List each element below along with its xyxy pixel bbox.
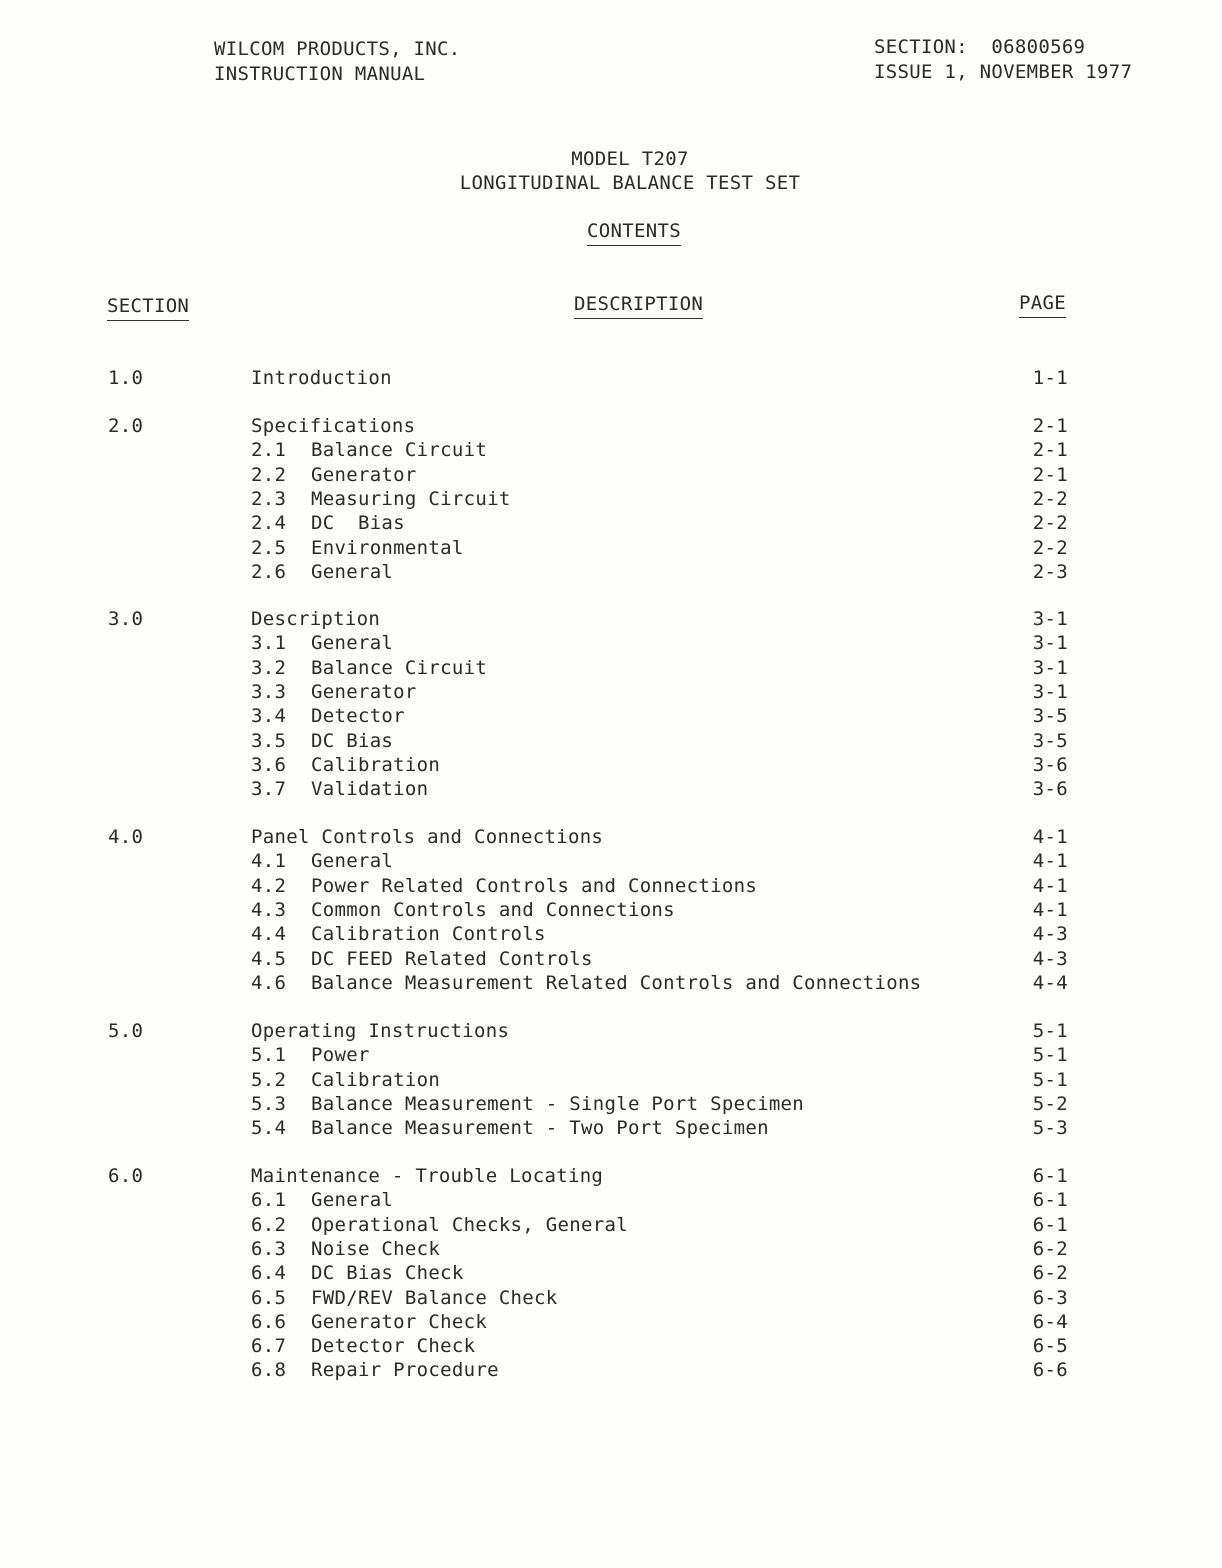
subsection-title: General — [311, 1189, 394, 1211]
subsection-title: DC FEED Related Controls — [311, 948, 593, 970]
subsection-number: 4.6 — [251, 972, 287, 994]
subsection-page: 6-5 — [1032, 1335, 1068, 1357]
subsection-entry — [251, 777, 428, 802]
section-title: Description — [251, 608, 381, 630]
subsection-title: Balance Measurement - Two Port Specimen — [311, 1117, 769, 1139]
subsection-number: 3.3 — [251, 681, 287, 703]
subsection-page: 3-1 — [1032, 632, 1068, 654]
subsection-page: 5-1 — [1032, 1044, 1068, 1066]
subsection-title: General — [311, 561, 394, 583]
product-title: LONGITUDINAL BALANCE TEST SET — [459, 172, 801, 194]
subsection-entry — [251, 536, 464, 561]
section-title: Maintenance - Trouble Locating — [251, 1165, 604, 1187]
subsection-number: 5.4 — [251, 1117, 287, 1139]
subsection-page: 4-1 — [1032, 875, 1068, 897]
subsection-number: 6.2 — [251, 1214, 287, 1236]
subsection-title: DC Bias Check — [311, 1262, 464, 1284]
subsection-entry — [251, 753, 440, 778]
subsection-entry — [251, 680, 417, 705]
subsection-number: 2.6 — [251, 561, 287, 583]
subsection-entry — [251, 560, 393, 585]
subsection-number: 3.6 — [251, 754, 287, 776]
subsection-title: Balance Circuit — [311, 439, 488, 461]
subsection-number: 6.3 — [251, 1238, 287, 1260]
subsection-title: Repair Procedure — [311, 1359, 499, 1381]
subsection-page: 6-1 — [1032, 1214, 1068, 1236]
subsection-page: 2-2 — [1032, 488, 1068, 510]
subsection-entry — [251, 487, 511, 512]
subsection-number: 6.7 — [251, 1335, 287, 1357]
subsection-page: 4-3 — [1032, 923, 1068, 945]
subsection-title: FWD/REV Balance Check — [311, 1287, 558, 1309]
subsection-entry — [251, 947, 593, 972]
subsection-number: 3.7 — [251, 778, 287, 800]
subsection-title: Common Controls and Connections — [311, 899, 675, 921]
section-page: 3-1 — [1032, 608, 1068, 630]
subsection-page: 2-1 — [1032, 439, 1068, 461]
subsection-entry — [251, 1286, 558, 1311]
subsection-page: 5-2 — [1032, 1093, 1068, 1115]
section-number: 1.0 — [108, 367, 144, 389]
section-number: SECTION: 06800569 — [874, 36, 1086, 58]
subsection-entry — [251, 438, 487, 463]
subsection-entry — [251, 1310, 487, 1335]
subsection-entry — [251, 1188, 393, 1213]
subsection-page: 3-6 — [1032, 778, 1068, 800]
section-number: 3.0 — [108, 608, 144, 630]
subsection-title: Measuring Circuit — [311, 488, 511, 510]
subsection-number: 6.8 — [251, 1359, 287, 1381]
subsection-number: 5.1 — [251, 1044, 287, 1066]
subsection-page: 6-6 — [1032, 1359, 1068, 1381]
subsection-title: Detector Check — [311, 1335, 476, 1357]
section-page: 1-1 — [1032, 367, 1068, 389]
subsection-page: 2-3 — [1032, 561, 1068, 583]
subsection-entry — [251, 463, 417, 488]
subsection-page: 5-1 — [1032, 1069, 1068, 1091]
subsection-number: 6.1 — [251, 1189, 287, 1211]
subsection-title: General — [311, 632, 394, 654]
subsection-entry — [251, 1068, 440, 1093]
subsection-entry — [251, 1092, 804, 1117]
subsection-number: 2.1 — [251, 439, 287, 461]
subsection-entry — [251, 631, 393, 656]
subsection-title: Balance Circuit — [311, 657, 488, 679]
subsection-page: 4-4 — [1032, 972, 1068, 994]
subsection-page: 3-5 — [1032, 730, 1068, 752]
subsection-title: Environmental — [311, 537, 464, 559]
subsection-title: DC Bias — [311, 730, 394, 752]
column-header-description: DESCRIPTION — [574, 292, 703, 317]
subsection-page: 3-1 — [1032, 657, 1068, 679]
subsection-page: 3-5 — [1032, 705, 1068, 727]
section-title: Introduction — [251, 367, 392, 389]
section-number: 6.0 — [108, 1165, 144, 1187]
subsection-entry — [251, 874, 757, 899]
subsection-number: 4.4 — [251, 923, 287, 945]
subsection-number: 5.3 — [251, 1093, 287, 1115]
subsection-title: Power Related Controls and Connections — [311, 875, 758, 897]
company-name: WILCOM PRODUCTS, INC. — [214, 38, 461, 60]
subsection-page: 5-3 — [1032, 1117, 1068, 1139]
subsection-page: 4-1 — [1032, 850, 1068, 872]
subsection-title: Calibration — [311, 1069, 441, 1091]
subsection-number: 4.3 — [251, 899, 287, 921]
subsection-number: 2.5 — [251, 537, 287, 559]
manual-label: INSTRUCTION MANUAL — [214, 63, 426, 85]
subsection-entry — [251, 922, 546, 947]
subsection-number: 6.4 — [251, 1262, 287, 1284]
column-header-page: PAGE — [1019, 291, 1066, 316]
subsection-entry — [251, 1116, 769, 1141]
subsection-title: Power — [311, 1044, 370, 1066]
contents-heading: CONTENTS — [0, 219, 1222, 244]
subsection-title: DC Bias — [311, 512, 405, 534]
subsection-page: 2-1 — [1032, 464, 1068, 486]
subsection-page: 6-2 — [1032, 1238, 1068, 1260]
section-page: 5-1 — [1032, 1020, 1068, 1042]
model-title: MODEL T207 — [571, 148, 689, 170]
subsection-page: 3-1 — [1032, 681, 1068, 703]
subsection-number: 6.6 — [251, 1311, 287, 1333]
section-title: Panel Controls and Connections — [251, 826, 604, 848]
subsection-number: 6.5 — [251, 1287, 287, 1309]
section-title: Operating Instructions — [251, 1020, 510, 1042]
subsection-title: Validation — [311, 778, 429, 800]
subsection-title: Generator — [311, 464, 417, 486]
subsection-entry — [251, 656, 487, 681]
subsection-page: 6-1 — [1032, 1189, 1068, 1211]
subsection-entry — [251, 511, 405, 536]
subsection-entry — [251, 898, 675, 923]
subsection-title: Detector — [311, 705, 405, 727]
subsection-entry — [251, 849, 393, 874]
subsection-entry — [251, 1261, 464, 1286]
subsection-number: 3.5 — [251, 730, 287, 752]
subsection-number: 3.2 — [251, 657, 287, 679]
subsection-title: Balance Measurement Related Controls and Connections — [311, 972, 922, 994]
subsection-title: Calibration — [311, 754, 441, 776]
issue-date: ISSUE 1, NOVEMBER 1977 — [874, 61, 1133, 83]
subsection-entry — [251, 729, 393, 754]
subsection-entry — [251, 1334, 475, 1359]
subsection-page: 2-2 — [1032, 512, 1068, 534]
subsection-number: 2.3 — [251, 488, 287, 510]
section-page: 6-1 — [1032, 1165, 1068, 1187]
subsection-number: 4.1 — [251, 850, 287, 872]
subsection-entry — [251, 1237, 440, 1262]
subsection-title: Generator — [311, 681, 417, 703]
subsection-number: 2.2 — [251, 464, 287, 486]
subsection-page: 6-3 — [1032, 1287, 1068, 1309]
section-title: Specifications — [251, 415, 416, 437]
subsection-number: 2.4 — [251, 512, 287, 534]
section-page: 2-1 — [1032, 415, 1068, 437]
subsection-number: 4.5 — [251, 948, 287, 970]
subsection-title: Operational Checks, General — [311, 1214, 628, 1236]
subsection-number: 3.4 — [251, 705, 287, 727]
column-header-section: SECTION — [107, 294, 189, 319]
subsection-page: 3-6 — [1032, 754, 1068, 776]
subsection-number: 5.2 — [251, 1069, 287, 1091]
subsection-title: Balance Measurement - Single Port Specimen — [311, 1093, 805, 1115]
subsection-entry — [251, 971, 921, 996]
section-number: 5.0 — [108, 1020, 144, 1042]
section-number: 4.0 — [108, 826, 144, 848]
subsection-entry — [251, 704, 405, 729]
subsection-number: 4.2 — [251, 875, 287, 897]
subsection-entry — [251, 1358, 499, 1383]
subsection-page: 4-1 — [1032, 899, 1068, 921]
subsection-title: Generator Check — [311, 1311, 488, 1333]
subsection-number: 3.1 — [251, 632, 287, 654]
subsection-title: Noise Check — [311, 1238, 441, 1260]
subsection-page: 4-3 — [1032, 948, 1068, 970]
subsection-title: Calibration Controls — [311, 923, 546, 945]
subsection-entry — [251, 1043, 370, 1068]
section-page: 4-1 — [1032, 826, 1068, 848]
subsection-page: 6-4 — [1032, 1311, 1068, 1333]
subsection-page: 2-2 — [1032, 537, 1068, 559]
section-number: 2.0 — [108, 415, 144, 437]
subsection-page: 6-2 — [1032, 1262, 1068, 1284]
subsection-entry — [251, 1213, 628, 1238]
subsection-title: General — [311, 850, 394, 872]
